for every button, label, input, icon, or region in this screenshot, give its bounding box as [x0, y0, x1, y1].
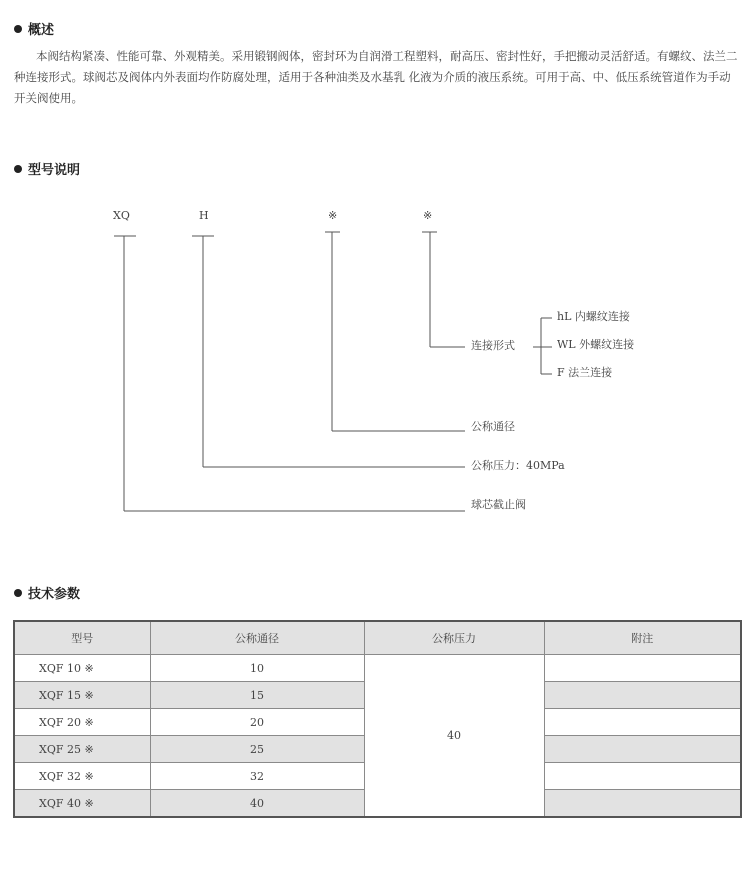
cell-model: XQF 20 ※ — [14, 709, 150, 736]
cell-pressure: 40 — [364, 655, 544, 818]
cell-remarks — [544, 763, 741, 790]
cell-model: XQF 25 ※ — [14, 736, 150, 763]
cell-model: XQF 32 ※ — [14, 763, 150, 790]
connection-option: WL 外螺纹连接 — [557, 338, 635, 351]
overview-heading: 概述 — [14, 19, 54, 38]
cell-remarks — [544, 790, 741, 818]
connection-option: hL 内螺纹连接 — [557, 310, 630, 323]
table-header-row — [14, 621, 741, 655]
model-heading: 型号说明 — [14, 159, 80, 178]
cell-model: XQF 15 ※ — [14, 682, 150, 709]
connection-option: F 法兰连接 — [557, 366, 613, 379]
cell-diameter: 15 — [150, 682, 364, 709]
code-xq: XQ — [113, 209, 130, 222]
tech-heading: 技术参数 — [14, 583, 80, 602]
code-diameter-placeholder: ※ — [328, 209, 338, 222]
nominal-diameter-label: 公称通径 — [471, 420, 515, 433]
code-h: H — [199, 209, 209, 222]
cell-remarks — [544, 709, 741, 736]
bullet-icon — [14, 589, 22, 597]
table-row — [14, 655, 741, 682]
nominal-pressure-label: 公称压力：40MPa — [471, 459, 565, 472]
column-header-diameter: 公称通径 — [150, 621, 364, 655]
column-header-pressure: 公称压力 — [364, 621, 544, 655]
cell-model: XQF 40 ※ — [14, 790, 150, 818]
valve-type-label: 球芯截止阀 — [471, 498, 526, 511]
cell-diameter: 32 — [150, 763, 364, 790]
cell-remarks — [544, 736, 741, 763]
cell-remarks — [544, 655, 741, 682]
cell-diameter: 25 — [150, 736, 364, 763]
column-header-remarks: 附注 — [544, 621, 741, 655]
cell-remarks — [544, 682, 741, 709]
tech-params-table — [13, 620, 742, 818]
connection-type-label: 连接形式 — [471, 339, 515, 352]
column-header-model: 型号 — [14, 621, 150, 655]
cell-diameter: 10 — [150, 655, 364, 682]
overview-paragraph: 本阀结构紧凑、性能可靠、外观精美。采用锻钢阀体，密封环为自润滑工程塑料，耐高压、密封性好，手把搬动灵活舒适。有螺纹、法兰二种连接形式。球阀芯及阀体内外表面均作防腐处理，适用于各种油类及水基乳 化液为介质的液压系统。可用于高、中、低压系统管道作为手动开关阀使用。 — [14, 49, 738, 105]
cell-diameter: 40 — [150, 790, 364, 818]
cell-model: XQF 10 ※ — [14, 655, 150, 682]
cell-diameter: 20 — [150, 709, 364, 736]
code-connection-placeholder: ※ — [423, 209, 433, 222]
